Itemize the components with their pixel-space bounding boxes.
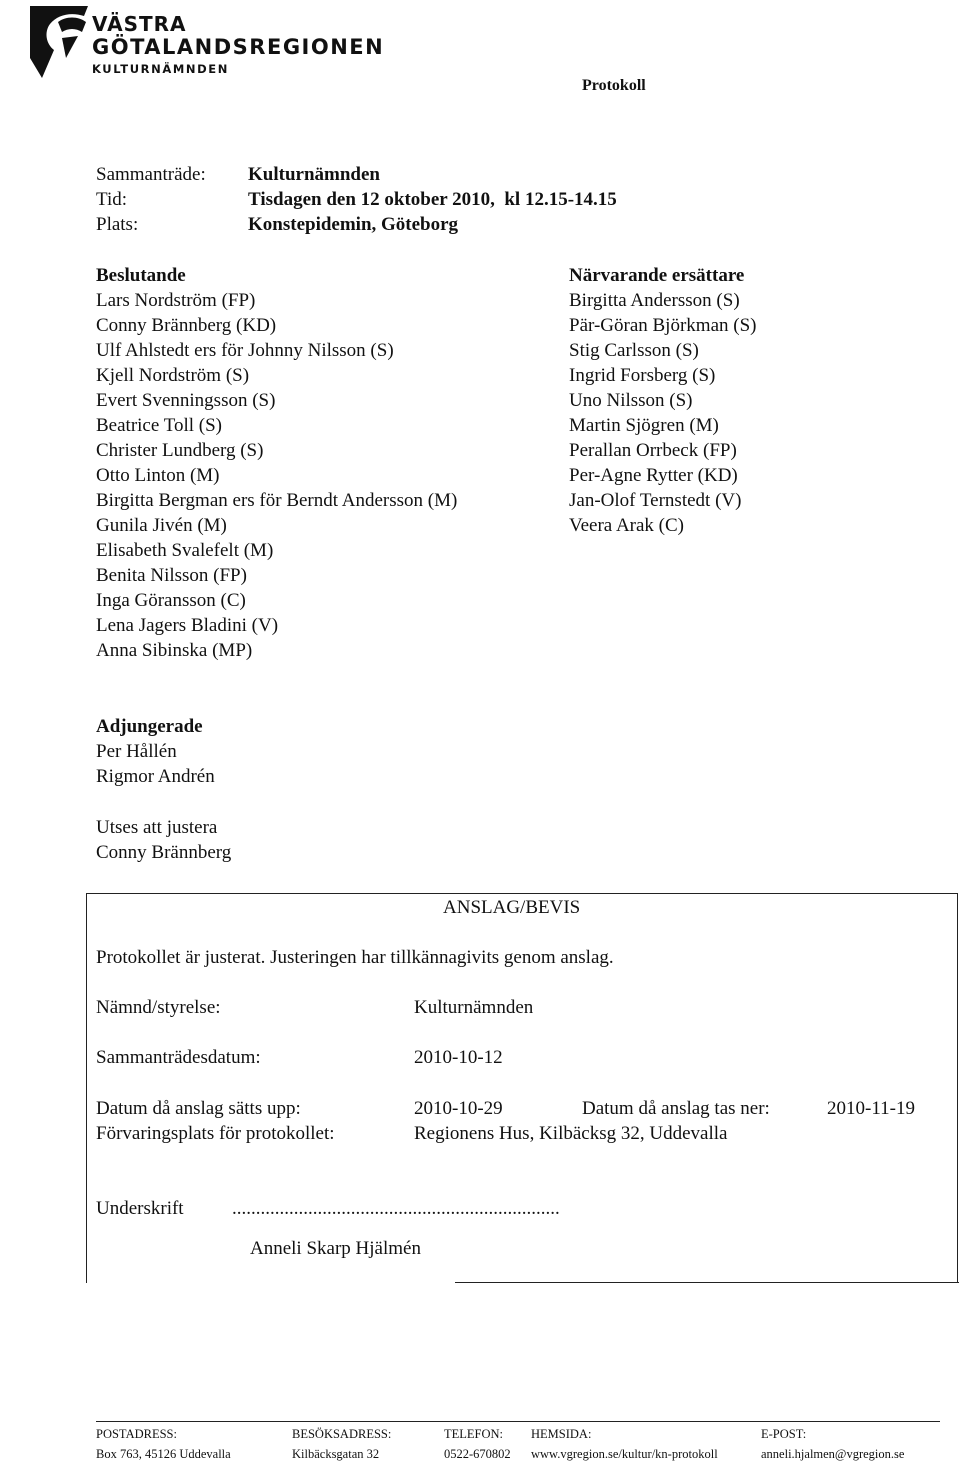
- justera-name: Conny Brännberg: [96, 842, 232, 863]
- adjunct-name: Per Hållén: [96, 741, 177, 762]
- footer-hemsida-link[interactable]: www.vgregion.se/kultur/kn-protokoll: [531, 1447, 718, 1461]
- footer-postadress-label: POSTADRESS:: [96, 1427, 177, 1441]
- member-name: Elisabeth Svalefelt (M): [96, 540, 274, 561]
- underskrift-label: Underskrift: [96, 1198, 184, 1219]
- anslag-box-bottom-border: [455, 1282, 959, 1283]
- member-name: Ulf Ahlstedt ers för Johnny Nilsson (S): [96, 340, 394, 361]
- adjungerade-heading: Adjungerade: [96, 716, 203, 737]
- member-name: Otto Linton (M): [96, 465, 220, 486]
- meeting-row: [96, 212, 617, 237]
- region-logo-icon: [28, 2, 90, 80]
- meeting-info: [96, 162, 617, 237]
- member-name: Christer Lundberg (S): [96, 440, 264, 461]
- meeting-value: Kulturnämnden: [248, 164, 380, 185]
- substitute-name: Veera Arak (C): [569, 515, 685, 536]
- meeting-label: Sammanträde:: [96, 164, 206, 185]
- anslag-upp-value: 2010-10-29: [414, 1098, 503, 1119]
- meeting-value: Tisdagen den 12 oktober 2010, kl 12.15-14.15: [248, 189, 617, 210]
- footer-hemsida-label: HEMSIDA:: [531, 1427, 592, 1441]
- forvaringsplats-label: Förvaringsplats för protokollet:: [96, 1123, 335, 1144]
- substitute-name: Per-Agne Rytter (KD): [569, 465, 738, 486]
- meeting-label: Tid:: [96, 189, 127, 210]
- logo-text-line1: VÄSTRA: [92, 12, 187, 36]
- adjunct-name: Rigmor Andrén: [96, 766, 215, 787]
- substitute-name: Ingrid Forsberg (S): [569, 365, 716, 386]
- substitute-name: Pär-Göran Björkman (S): [569, 315, 757, 336]
- organization-logo: [28, 2, 385, 82]
- footer-telefon-value: 0522-670802: [444, 1447, 511, 1461]
- justera-section: [96, 815, 231, 865]
- beslutande-section: [96, 263, 457, 663]
- member-name: Birgitta Bergman ers för Berndt Andersson (M): [96, 490, 458, 511]
- footer-divider: [96, 1421, 940, 1422]
- forvaringsplats-value: Regionens Hus, Kilbäcksg 32, Uddevalla: [414, 1123, 728, 1144]
- substitute-name: Birgitta Andersson (S): [569, 290, 740, 311]
- footer-epost-link[interactable]: anneli.hjalmen@vgregion.se: [761, 1447, 905, 1461]
- justera-label: Utses att justera: [96, 817, 218, 838]
- anslag-title: ANSLAG/BEVIS: [443, 897, 581, 918]
- footer-besoksadress-label: BESÖKSADRESS:: [292, 1427, 392, 1441]
- adjungerade-section: [96, 714, 215, 789]
- meeting-value: Konstepidemin, Göteborg: [248, 214, 459, 235]
- member-name: Beatrice Toll (S): [96, 415, 223, 436]
- anslag-ner-value: 2010-11-19: [827, 1098, 915, 1119]
- meeting-row: [96, 162, 617, 187]
- substitute-name: Uno Nilsson (S): [569, 390, 693, 411]
- member-name: Anna Sibinska (MP): [96, 640, 253, 661]
- signatory-name: Anneli Skarp Hjälmén: [250, 1238, 421, 1259]
- meeting-label: Plats:: [96, 214, 139, 235]
- member-name: Lena Jagers Bladini (V): [96, 615, 279, 636]
- footer-besoksadress-value: Kilbäcksgatan 32: [292, 1447, 380, 1461]
- anslag-ner-label: Datum då anslag tas ner:: [582, 1098, 770, 1119]
- member-name: Kjell Nordström (S): [96, 365, 250, 386]
- footer-postadress-value: Box 763, 45126 Uddevalla: [96, 1447, 231, 1461]
- substitute-name: Jan-Olof Ternstedt (V): [569, 490, 742, 511]
- anslag-statement: Protokollet är justerat. Justeringen har tillkännagivits genom anslag.: [96, 947, 614, 968]
- substitute-name: Martin Sjögren (M): [569, 415, 719, 436]
- sammantradesdatum-label: Sammanträdesdatum:: [96, 1047, 261, 1068]
- member-name: Gunila Jivén (M): [96, 515, 227, 536]
- footer-epost-label: E-POST:: [761, 1427, 807, 1441]
- member-name: Benita Nilsson (FP): [96, 565, 247, 586]
- logo-text-line3: KULTURNÄMNDEN: [92, 62, 229, 76]
- beslutande-heading: Beslutande: [96, 265, 186, 286]
- narvarande-heading: Närvarande ersättare: [569, 265, 745, 286]
- narvarande-section: [569, 263, 756, 538]
- substitute-name: Stig Carlsson (S): [569, 340, 699, 361]
- footer-telefon-label: TELEFON:: [444, 1427, 504, 1441]
- sammantradesdatum-value: 2010-10-12: [414, 1047, 503, 1068]
- signature-line: .....................................................................: [232, 1198, 560, 1219]
- namnd-label: Nämnd/styrelse:: [96, 997, 221, 1018]
- namnd-value: Kulturnämnden: [414, 997, 534, 1018]
- logo-text-line2: GÖTALANDSREGIONEN: [92, 35, 385, 59]
- member-name: Lars Nordström (FP): [96, 290, 256, 311]
- anslag-upp-label: Datum då anslag sätts upp:: [96, 1098, 301, 1119]
- member-name: Evert Svenningsson (S): [96, 390, 276, 411]
- substitute-name: Perallan Orrbeck (FP): [569, 440, 737, 461]
- document-type-title: Protokoll: [582, 77, 646, 94]
- member-name: Conny Brännberg (KD): [96, 315, 277, 336]
- member-name: Inga Göransson (C): [96, 590, 246, 611]
- meeting-row: [96, 187, 617, 212]
